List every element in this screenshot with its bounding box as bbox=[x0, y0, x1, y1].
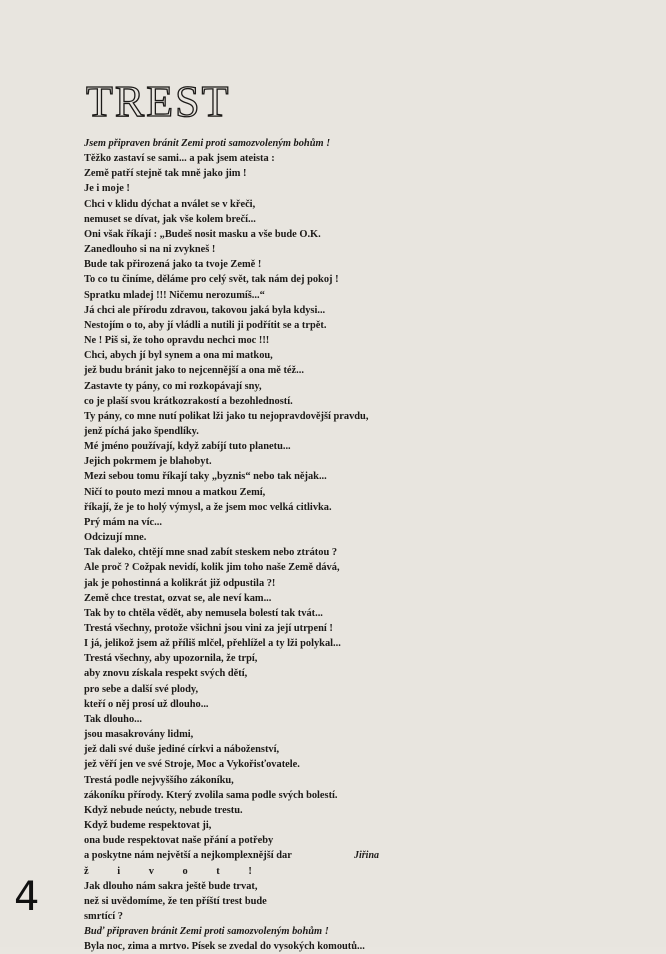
poem-line: jež dali své duše jediné církvi a náboženství, bbox=[84, 744, 280, 756]
poem-line: Trestá podle nejvyššího zákoníku, bbox=[84, 774, 234, 786]
poem-line: Já chci ale přírodu zdravou, takovou jaká byla kdysi... bbox=[84, 304, 326, 316]
poem-line: Tak dlouho... bbox=[84, 713, 142, 725]
poem-line: To co tu činíme, děláme pro celý svět, tak nám dej pokoj ! bbox=[84, 274, 339, 286]
poem-line: Spratku mladej !!! Ničemu nerozumíš...“ bbox=[84, 289, 265, 301]
poem-line: jenž píchá jako špendlíky. bbox=[84, 425, 199, 437]
poem-line: nemuset se dívat, jak vše kolem brečí... bbox=[84, 213, 256, 225]
poem-line: I já, jelikož jsem až příliš mlčel, přehlížel a ty lži polykal... bbox=[84, 638, 341, 650]
poem-line: než si uvědomíme, že ten příští trest bude bbox=[84, 895, 267, 907]
poem-line: Je i moje ! bbox=[84, 183, 130, 195]
poem-line: kteří o něj prosí už dlouho... bbox=[84, 698, 209, 710]
poem-line: Ničí to pouto mezi mnou a matkou Zemí, bbox=[84, 486, 266, 498]
poem-line: Tak by to chtěla vědět, aby nemusela bolestí tak tvát... bbox=[84, 607, 323, 619]
poem-line: aby znovu získala respekt svých dětí, bbox=[84, 668, 248, 680]
poem-line: Prý mám na víc... bbox=[84, 516, 162, 528]
poem-line: jak je pohostinná a kolikrát již odpustila ?! bbox=[84, 577, 276, 589]
poem-line: Zastavte ty pány, co mi rozkopávají sny, bbox=[84, 380, 262, 392]
poem-line: Trestá všechny, protože všichni jsou vini za její utrpení ! bbox=[84, 623, 333, 634]
page-number: 4 bbox=[14, 874, 40, 920]
poem-line: Nestojím o to, aby jí vládli a nutili ji podřítit se a trpět. bbox=[84, 319, 327, 331]
poem-line: Ty pány, co mne nutí polikat lži jako tu nejopravdovější pravdu, bbox=[84, 410, 369, 422]
poem-line: co je plaší svou krátkozrakostí a bezohledností. bbox=[84, 395, 293, 407]
poem-title: TREST bbox=[86, 77, 231, 126]
poem-line: Oni však říkají : „Budeš nosit masku a vše bude O.K. bbox=[84, 228, 321, 240]
poem-line: Mezi sebou tomu říkají taky „byznis“ nebo tak nějak... bbox=[84, 471, 327, 483]
poem-line: Jsem připraven bránit Zemi proti samozvoleným bohům ! bbox=[84, 138, 331, 149]
poem-line: Tak daleko, chtějí mne snad zabít steskem nebo ztrátou ? bbox=[84, 547, 338, 559]
poem-line: Ale proč ? Cožpak nevidí, kolik jim toho naše Země dává, bbox=[84, 562, 340, 574]
poem-line: Byla noc, zima a mrtvo. Písek se zvedal do vysokých komoutů... bbox=[84, 941, 365, 953]
poem-line: Trestá všechny, aby upozornila, že trpí, bbox=[84, 653, 258, 665]
poem-line: zákoníku přírody. Který zvolila sama podle svých bolestí. bbox=[84, 789, 338, 801]
poem-line: Ne ! Piš si, že toho opravdu nechci moc !!! bbox=[84, 335, 270, 347]
poem-line: ona bude respektovat naše přání a potřeby bbox=[84, 835, 274, 847]
poem-line: Chci, abych jí byl synem a ona mi matkou, bbox=[84, 350, 273, 362]
poem-line: jsou masakrovány lidmi, bbox=[84, 729, 194, 741]
poem-body bbox=[84, 136, 504, 954]
poem-line: pro sebe a další své plody, bbox=[84, 683, 199, 695]
poem-line: Těžko zastaví se sami... a pak jsem ateista : bbox=[84, 153, 275, 165]
poem-line: Když nebude neúcty, nebude trestu. bbox=[84, 804, 243, 816]
poem-line: říkají, že je to holý výmysl, a že jsem moc velká citlivka. bbox=[84, 501, 332, 513]
poem-line: Chci v klidu dýchat a nválet se v křeči, bbox=[84, 198, 256, 210]
poem-line: Země patří stejně tak mně jako jim ! bbox=[84, 168, 247, 180]
poem-line: Jejich pokrmem je blahobyt. bbox=[84, 456, 212, 468]
poem-line: a poskytne nám největší a nejkomplexnější dar bbox=[84, 850, 292, 862]
poem-line: Země chce trestat, ozvat se, ale neví kam... bbox=[84, 592, 272, 604]
poem-line: Když budeme respektovat ji, bbox=[84, 820, 212, 832]
poem-line: Odcizují mne. bbox=[84, 532, 147, 544]
poem-line: Buď připraven bránit Zemi proti samozvoleným bohům ! bbox=[84, 926, 329, 938]
poem-line: Jak dlouho nám sakra ještě bude trvat, bbox=[84, 880, 258, 892]
poem-author: Jiřina bbox=[354, 850, 380, 861]
poem-line: Zanedlouho si na ni zvykneš ! bbox=[84, 244, 216, 256]
poem-line: Mé jméno používají, když zabíjí tuto planetu... bbox=[84, 441, 291, 453]
poem-line: ž i v o t ! bbox=[84, 865, 252, 877]
poem-line: jež budu bránit jako to nejcennější a ona mě též... bbox=[84, 365, 304, 377]
poem-line: smrtící ? bbox=[84, 910, 123, 922]
poem-line: jež věří jen ve své Stroje, Moc a Vykořisťovatele. bbox=[84, 759, 300, 771]
poem-line: Bude tak přirozená jako ta tvoje Země ! bbox=[84, 259, 262, 271]
